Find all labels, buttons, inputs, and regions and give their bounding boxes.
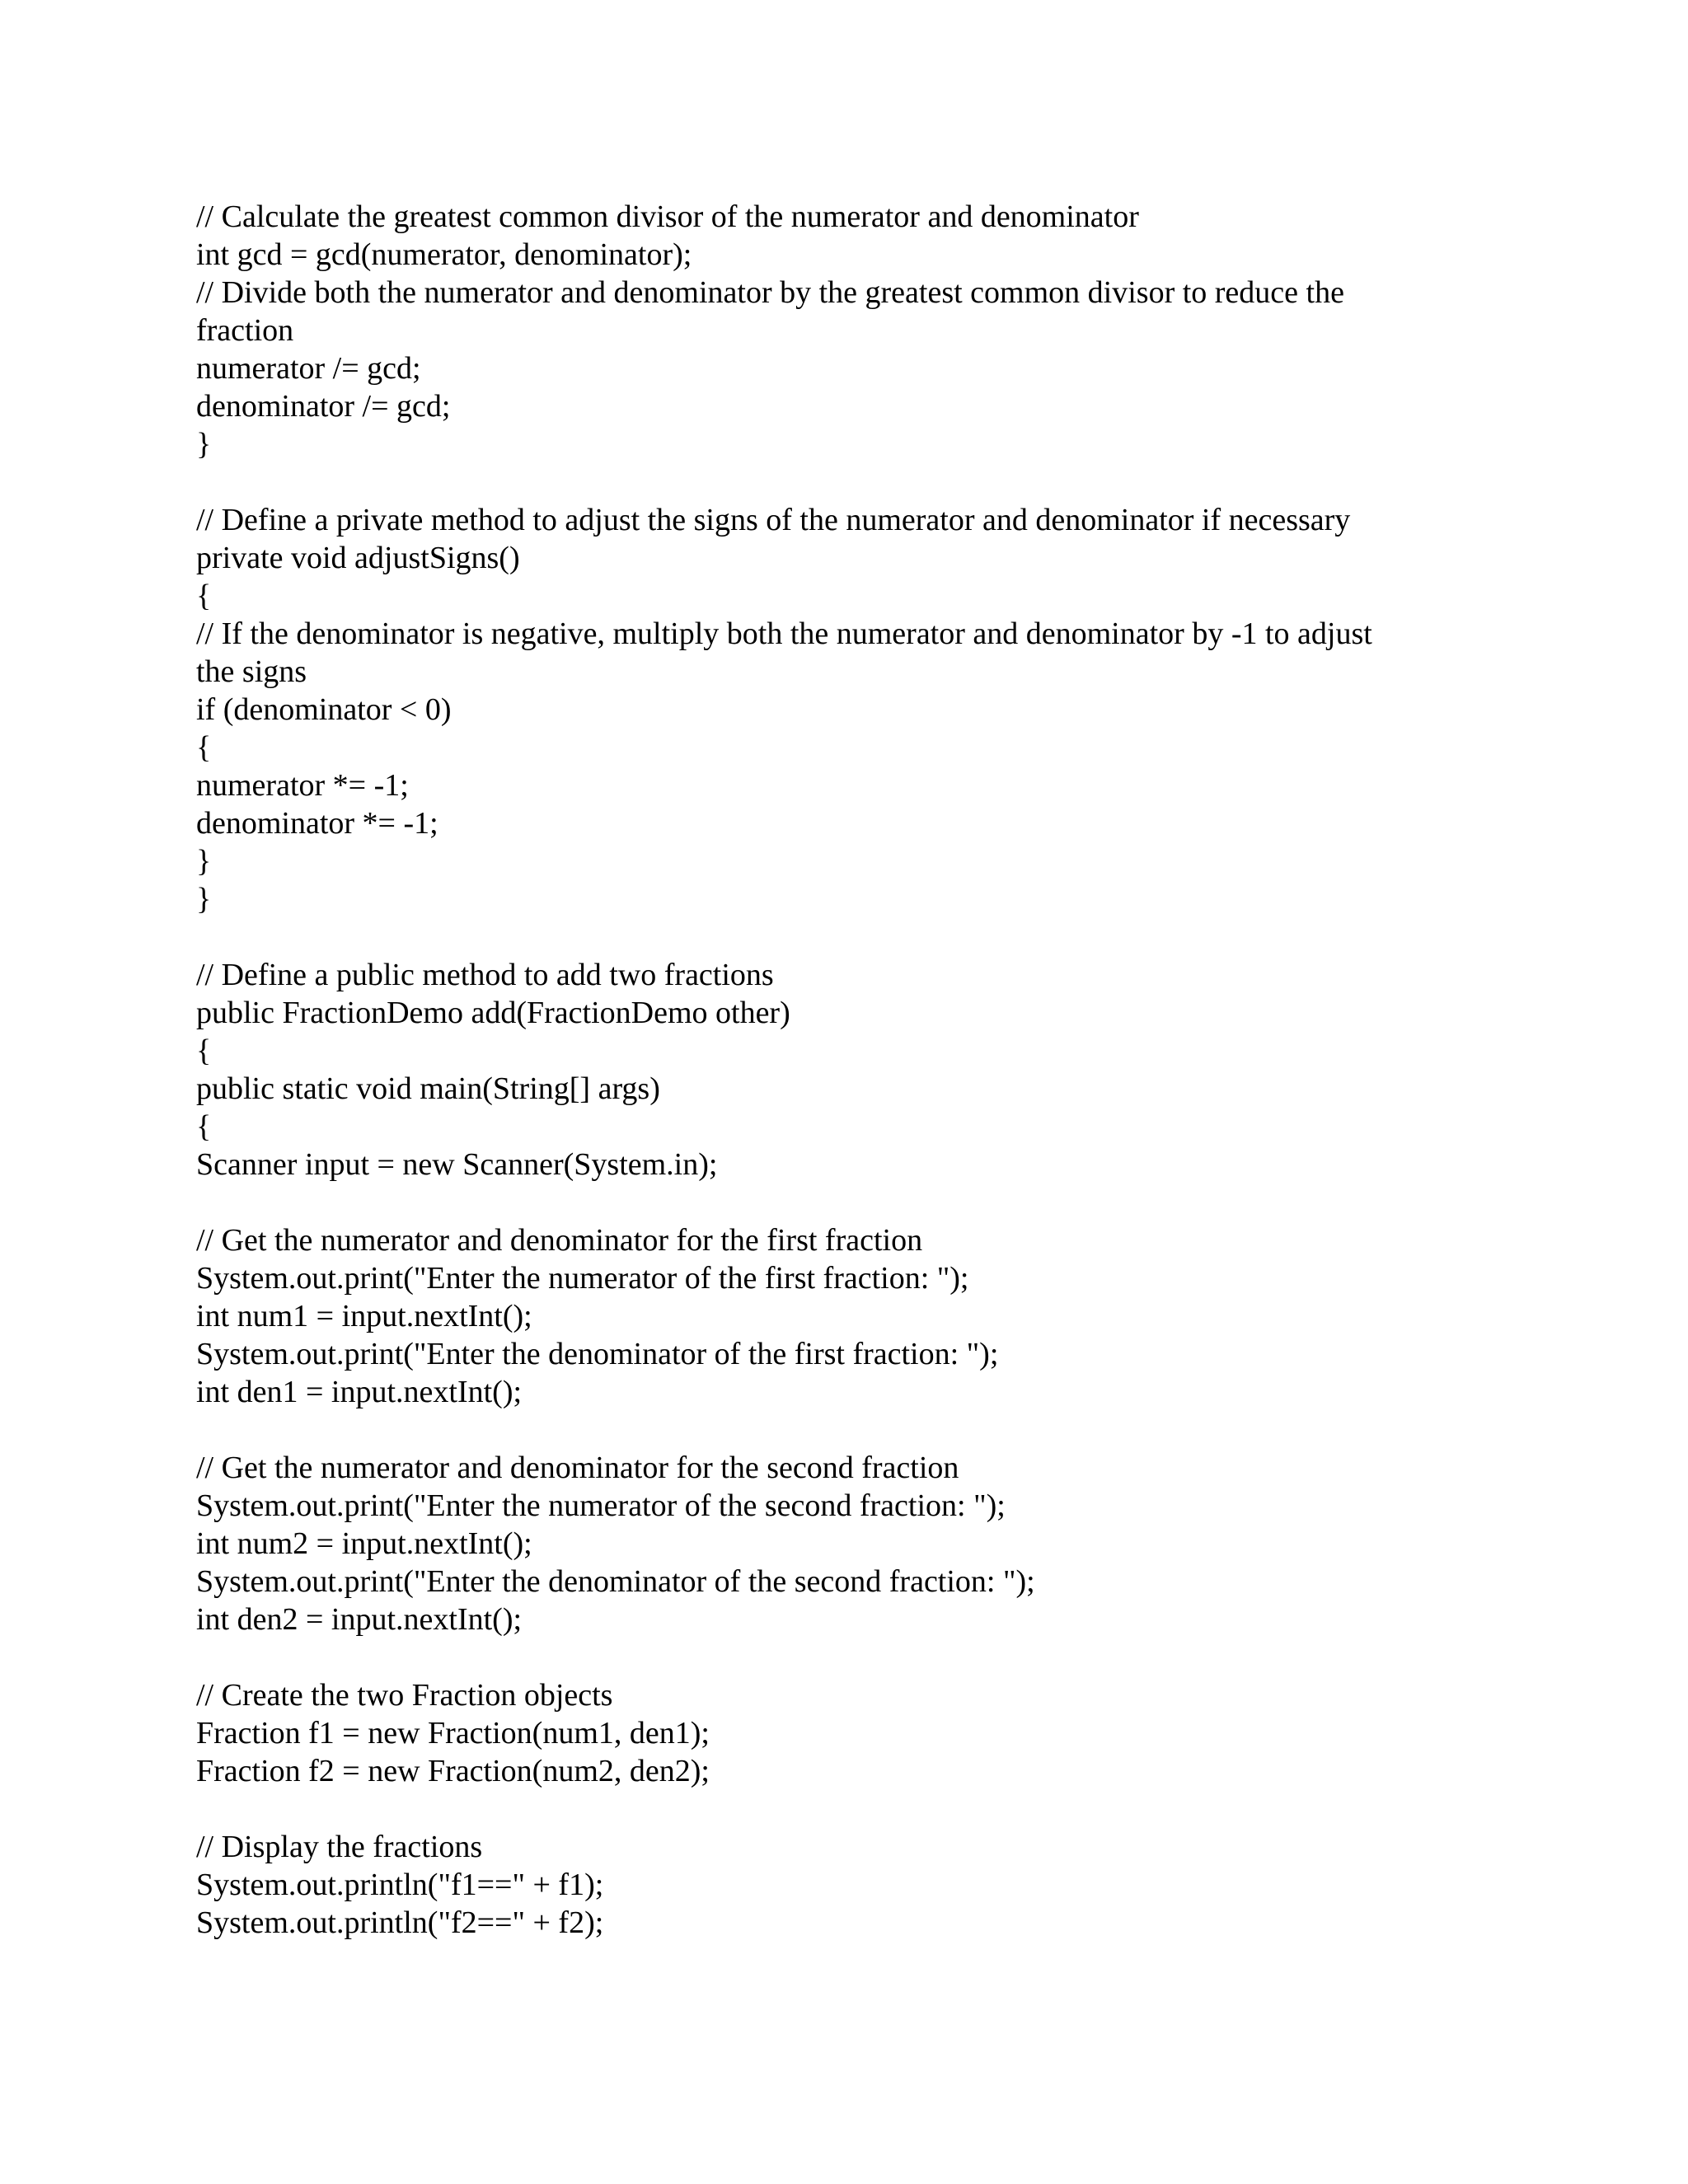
text-line: numerator *= -1; [196,768,409,803]
blank-line [196,1183,1482,1221]
text-line: { [196,579,212,613]
text-line: public FractionDemo add(FractionDemo other) [196,996,790,1030]
text-line: denominator /= gcd; [196,389,451,424]
text-line: private void adjustSigns() [196,541,520,575]
text-line: if (denominator < 0) [196,692,452,727]
text-line: // Define a public method to add two fractions [196,958,774,992]
text-line: int den1 = input.nextInt(); [196,1375,523,1409]
text-line: // Define a private method to adjust the signs of the numerator and denominator if necessary [196,503,1351,537]
text-line: System.out.println("f1==" + f1); [196,1868,604,1902]
text-line: System.out.print("Enter the numerator of the first fraction: "); [196,1261,969,1296]
text-line: System.out.print("Enter the denominator of the second fraction: "); [196,1564,1035,1599]
text-line: int num2 = input.nextInt(); [196,1526,532,1561]
blank-line [196,918,1482,956]
text-line: { [196,1109,212,1144]
text-line: int den2 = input.nextInt(); [196,1602,523,1637]
text-line: System.out.print("Enter the numerator of the second fraction: "); [196,1488,1006,1523]
text-line: numerator /= gcd; [196,351,421,386]
text-line: // If the denominator is negative, multiply both the numerator and denominator by -1 to adjust [196,616,1372,651]
blank-line [196,1790,1482,1828]
text-line: // Calculate the greatest common divisor of the numerator and denominator [196,199,1139,234]
text-line: System.out.println("f2==" + f2); [196,1905,604,1940]
text-line: int gcd = gcd(numerator, denominator); [196,237,692,272]
text-line: } [196,882,212,916]
text-line: // Create the two Fraction objects [196,1678,613,1713]
text-line: // Get the numerator and denominator for the second fraction [196,1451,959,1485]
blank-line [196,1638,1482,1676]
text-line: } [196,844,212,879]
code-text-block [196,198,1482,1942]
blank-line [196,1411,1482,1449]
text-line: denominator *= -1; [196,806,438,841]
text-line: the signs [196,654,307,689]
text-line: Scanner input = new Scanner(System.in); [196,1147,718,1182]
text-line: int num1 = input.nextInt(); [196,1299,532,1333]
text-line: // Display the fractions [196,1830,483,1864]
text-line: Fraction f2 = new Fraction(num2, den2); [196,1754,710,1788]
text-line: System.out.print("Enter the denominator of the first fraction: "); [196,1337,999,1371]
text-line: { [196,1033,212,1068]
text-line: { [196,730,212,765]
text-line: public static void main(String[] args) [196,1071,660,1106]
text-line: Fraction f1 = new Fraction(num1, den1); [196,1716,710,1750]
text-line: // Get the numerator and denominator for the first fraction [196,1223,923,1258]
text-line: // Divide both the numerator and denominator by the greatest common divisor to reduce the [196,275,1344,310]
text-line: fraction [196,313,294,348]
blank-line [196,463,1482,501]
text-line: } [196,427,212,462]
